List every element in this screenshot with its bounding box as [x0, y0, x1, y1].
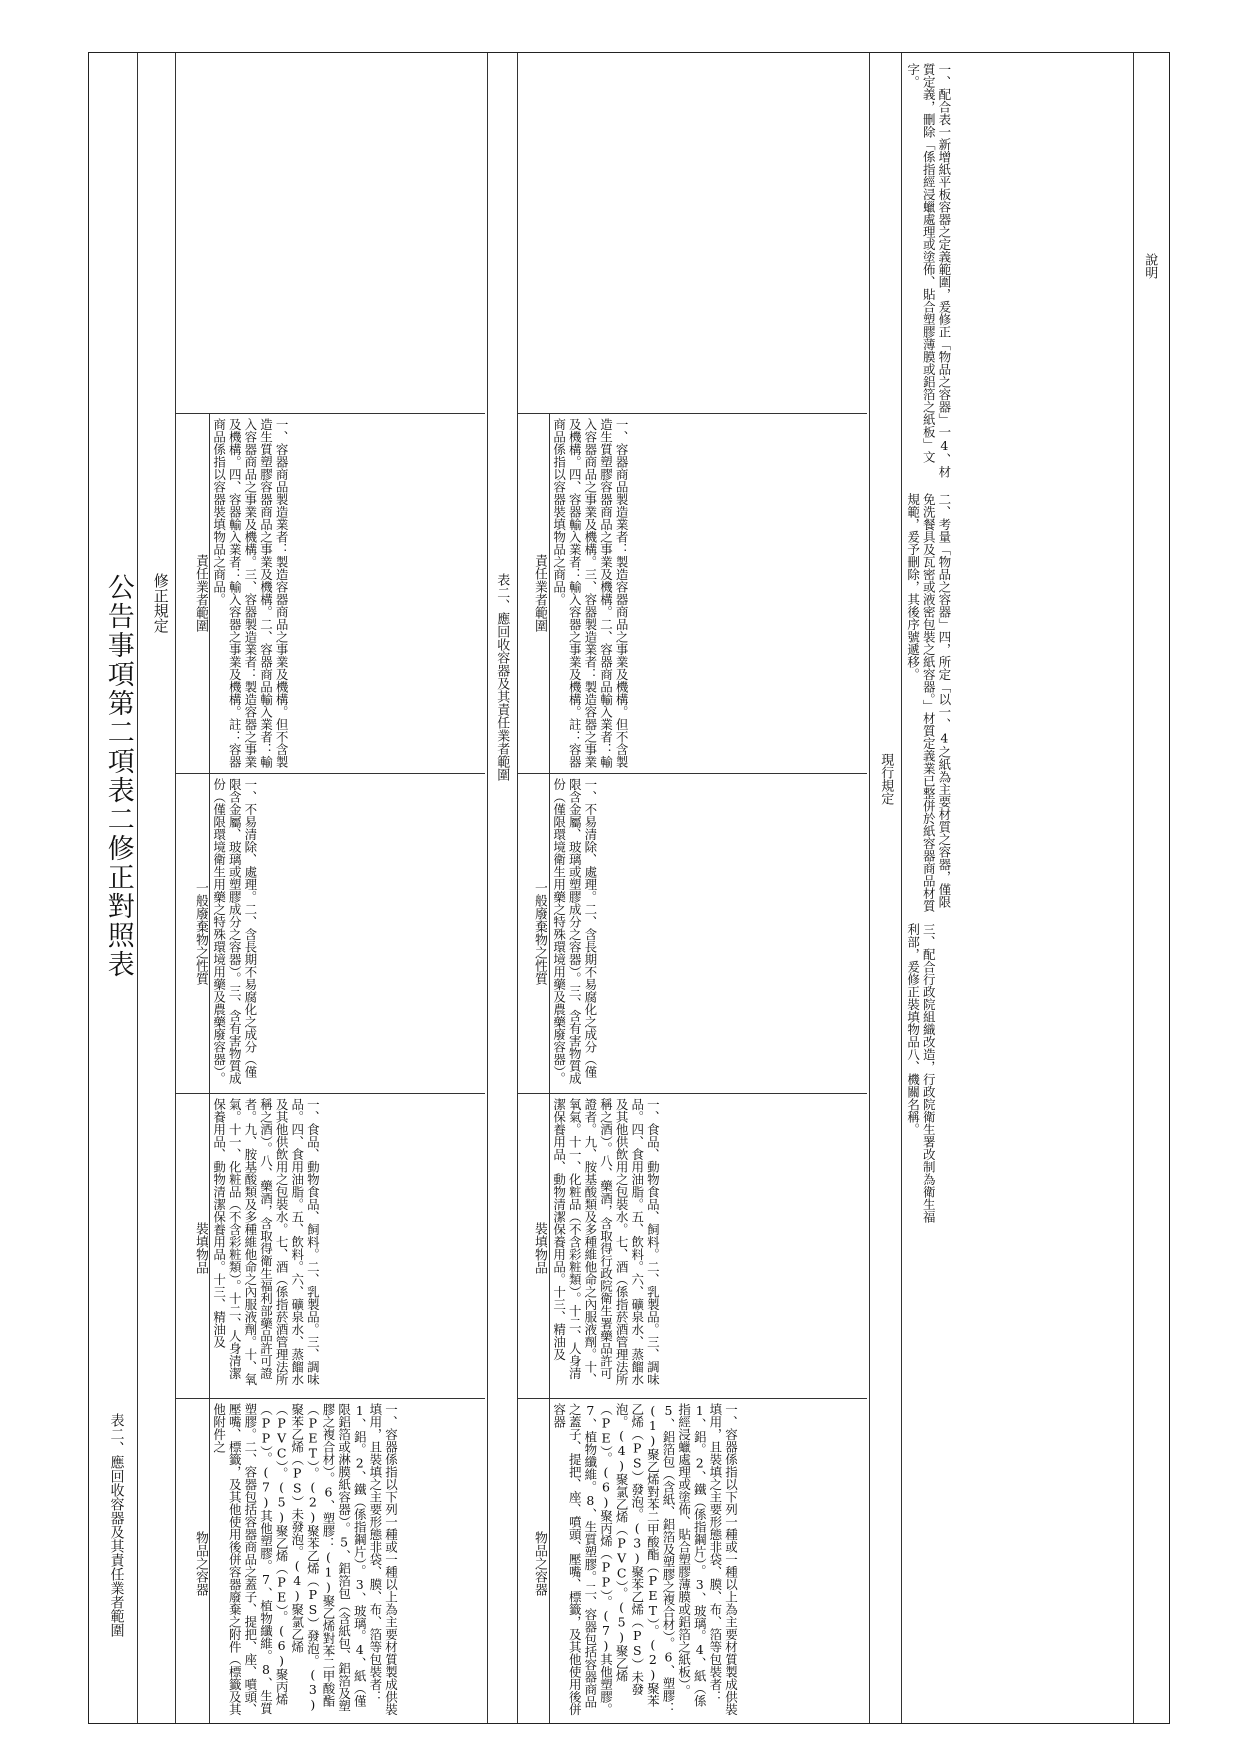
explanation-item-2: 二、考量「物品之容器」四，所定「以一、4之紙為主要材質之容器，僅限免洗餐具及瓦密或液密包裝之紙容器。」材質定義業已整併於紙容器商品材質規範，爰予刪除，其後序號遞移。 [905, 493, 952, 912]
revised-col-line-3 [175, 413, 485, 414]
current-col-line-3 [517, 413, 867, 414]
revised-col-line-1 [175, 1093, 485, 1094]
revised-waste-cell [211, 778, 483, 1088]
main-title: 公告事項第二項表二修正對照表 [102, 573, 134, 979]
current-caption-divider [517, 53, 518, 1723]
revised-containers-text: 一、容器係指以下列一種或一種以上為主要材質製成供裝填用，且裝填之主要形態非袋、膜、布、箔等包裝者：1、鋁。2、鐵（係指鋼片）。3、玻璃。4、紙（僅限鋁箔或淋膜紙容器）。5、鋁箔包（含紙包、鋁箔及塑膠之複合材）。6、塑膠：(1)聚乙烯對苯二甲酸酯（PET）。(2)聚苯乙烯（PS）發泡。(3)聚苯乙烯（PS）未發泡。(4)聚氯乙烯（PVC）。(5)聚乙烯（PE）。(6)聚丙烯（PP）。(7)其他塑膠。7、植物纖維。8、生質塑膠。二、容器包括容器商品之蓋子、提把、座、噴頭、壓嘴、標籤，及其他使用後併容器廢棄之附件（標籤及其他附件之 [211, 1403, 399, 1716]
explanation-cell-2 [905, 493, 1131, 913]
current-col-line-1 [517, 1093, 867, 1094]
caption-divider [175, 53, 176, 1723]
title-divider [137, 53, 138, 1723]
current-containers-text: 一、容器係指以下列一種或一種以上為主要材質製成供裝填用，且裝填之主要形態非袋、膜、布、箔等包裝者：1、鋁。2、鐵（係指鋼片）。3、玻璃。4、紙（係指經浸蠟處理或塗佈、貼合塑膠薄膜或鋁箔之紙板）。5、鋁箔包（含紙、鋁箔及塑膠之複合材）。6、塑膠：(1)聚乙烯對苯二甲酸酯（PET）。(2)聚苯乙烯（PS）發泡。(3)聚苯乙烯（PS）未發泡。(4)聚氯乙烯（PVC）。(5)聚乙烯（PE）。(6)聚丙烯（PP）。(7)其他塑膠。7、植物纖維。8、生質塑膠。二、容器包括容器商品之蓋子、提把、座、噴頭、壓嘴、標籤，及其他使用後併容器 [551, 1403, 739, 1716]
current-table-caption: 表二、應回收容器及其責任業者範圍 [494, 573, 510, 781]
revised-label: 修正規定 [151, 573, 170, 633]
revised-waste-text: 一、不易清除、處理。二、含長期不易腐化之成分（僅限含金屬、玻璃或塑膠成分之容器）。三、含有害物質成份（僅限環境衛生用藥之特殊環境用藥及農藥廢容器）。 [211, 778, 258, 1085]
revised-responsible-cell [211, 418, 483, 768]
current-header-filled: 裝填物品 [532, 1222, 547, 1274]
current-filled-cell [551, 1098, 865, 1390]
explanation-header-divider [1133, 53, 1134, 1723]
revised-table-caption: 表二、應回收容器及其責任業者範圍 [108, 1413, 125, 1637]
explanation-cell [905, 63, 1131, 483]
revised-header-responsible: 責任業者範圍 [193, 554, 208, 632]
explanation-label: 說明 [1142, 253, 1158, 279]
revised-responsible-text: 一、容器商品製造業者：製造容器商品之事業及機構。但不含製造生質塑膠容器商品之事業及機構。二、容器商品輸入業者：輸入容器商品之事業及機構。三、容器製造業者：製造容器之事業及機構。四、容器輸入業者：輸入容器之事業及機構。註：容器商品係指以容器裝填物品之商品。 [211, 418, 290, 768]
comparison-table-page [88, 52, 1170, 1724]
current-header-line [517, 1398, 867, 1399]
revised-header-containers: 物品之容器 [193, 1530, 208, 1596]
current-explanation-divider [869, 53, 870, 1723]
current-header-containers: 物品之容器 [532, 1530, 547, 1596]
current-label-divider [901, 53, 902, 1723]
explanation-cell-3 [905, 923, 1131, 1223]
current-header-responsible: 責任業者範圍 [532, 554, 547, 632]
revised-header-line [175, 1398, 485, 1399]
current-containers-cell [551, 1403, 865, 1718]
current-waste-cell [551, 778, 865, 1088]
current-col-line-2 [517, 773, 867, 774]
revised-header-filled: 裝填物品 [193, 1222, 208, 1274]
revised-current-divider [487, 53, 488, 1723]
explanation-item-1: 一、配合表一新增紙平板容器之定義範圍，爰修正「物品之容器」一4、材質定義，刪除「係指經浸蠟處理或塗佈、貼合塑膠薄膜或鋁箔之紙板」文字。 [905, 63, 952, 478]
revised-filled-text: 一、食品、動物食品、飼料。二、乳製品。三、調味品。四、食用油脂。五、飲料。六、礦泉水、蒸餾水及其他供飲用之包裝水。七、酒（係指菸酒管理法所稱之酒）。八、藥酒，含取得衛生福利部藥品許可證者。九、胺基酸類及多種維他命之內服液劑。十、氧氣。十一、化粧品（不含彩粧類）。十二、人身清潔保養用品、動物清潔保養用品。十三、精油及 [211, 1098, 321, 1386]
revised-header-col [209, 413, 210, 1723]
revised-header-waste: 一般廢棄物之性質 [193, 881, 208, 985]
current-header-waste: 一般廢棄物之性質 [532, 881, 547, 985]
current-waste-text: 一、不易清除、處理。二、含長期不易腐化之成分（僅限含金屬、玻璃或塑膠成分之容器）。三、含有害物質成份（僅限環境衛生用藥之特殊環境用藥及農藥廢容器）。 [551, 778, 598, 1085]
current-responsible-cell [551, 418, 865, 768]
revised-col-line-2 [175, 773, 485, 774]
current-header-col [549, 413, 550, 1723]
explanation-item-3: 三、配合行政院組織改造，行政院衛生署改制為衛生福利部，爰修正裝填物品八、機關名稱。 [905, 923, 937, 1223]
current-label: 現行規定 [878, 753, 894, 805]
revised-filled-cell [211, 1098, 483, 1390]
current-responsible-text: 一、容器商品製造業者：製造容器商品之事業及機構。但不含製造生質塑膠容器商品之事業及機構。二、容器商品輸入業者：輸入容器商品之事業及機構。三、容器製造業者：製造容器之事業及機構。四、容器輸入業者：輸入容器之事業及機構。註：容器商品係指以容器裝填物品之商品。 [551, 418, 630, 768]
revised-containers-cell [211, 1403, 483, 1718]
current-filled-text: 一、食品、動物食品、飼料。二、乳製品。三、調味品。四、食用油脂。五、飲料。六、礦泉水、蒸餾水及其他供飲用之包裝水。七、酒（係指菸酒管理法所稱之酒）。八、藥酒，含取得行政院衛生署藥品許可證者。九、胺基酸類及多種維他命之內服液劑。十、氧氣。十一、化粧品（不含彩粧類）。十二、人身清潔保養用品、動物清潔保養用品。十三、精油及 [551, 1098, 661, 1386]
